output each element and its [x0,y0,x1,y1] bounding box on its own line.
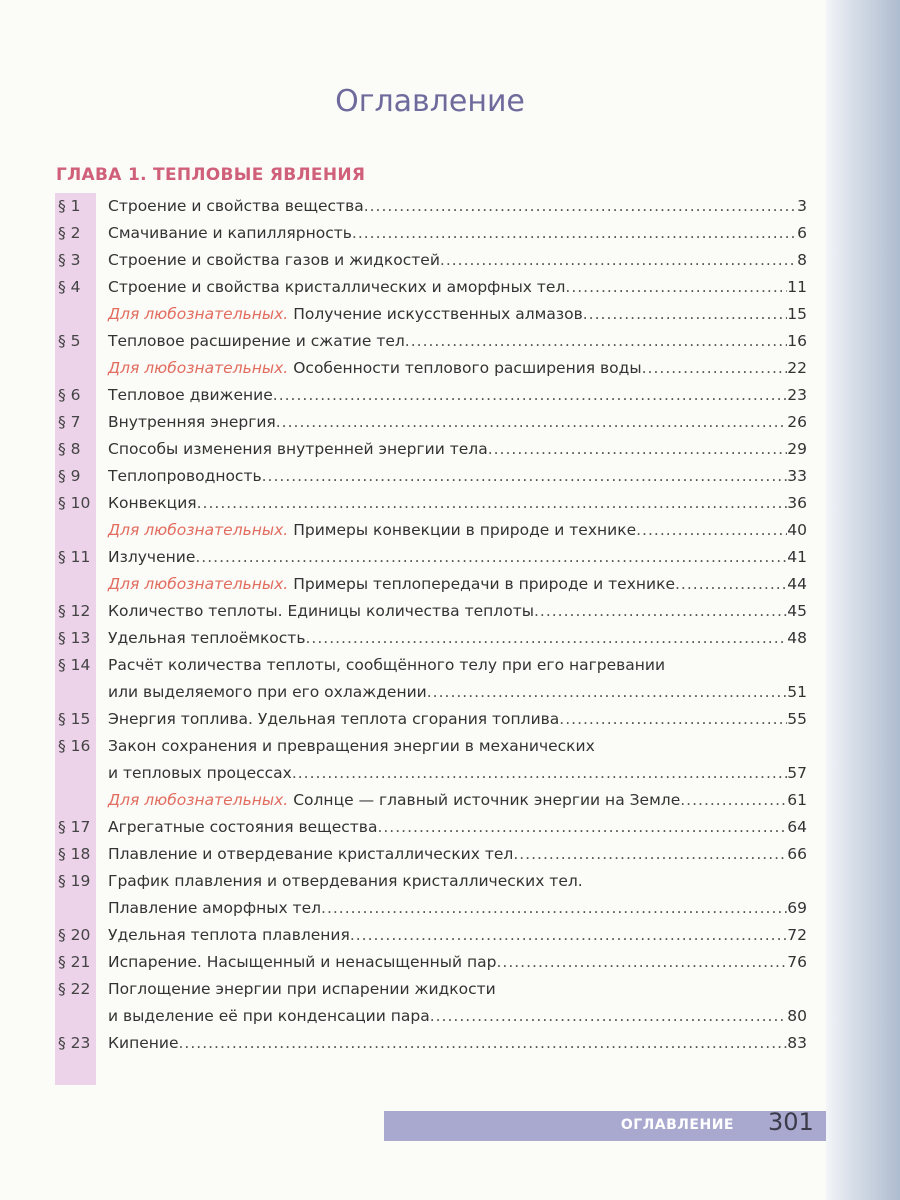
toc-entry-line[interactable] [55,652,807,679]
dot-leader [675,571,787,598]
dot-leader [636,517,787,544]
entry-page: 48 [787,629,807,647]
section-number [55,1003,108,1030]
section-number [55,301,108,328]
toc-entry-line[interactable] [55,1030,807,1057]
toc-entry-line[interactable] [55,436,807,463]
section-number [55,355,108,382]
section-number: § 11 [58,548,91,566]
curious-prefix: Для любознательных. [108,305,289,323]
entry-page: 44 [787,575,807,593]
entry-title [108,301,583,328]
entry-page: 15 [787,305,807,323]
section-number [55,517,108,544]
page-number: 301 [768,1108,814,1136]
toc-entry-line[interactable] [55,733,807,760]
page-edge-shadow [826,0,900,1200]
entry-title [108,679,427,706]
entry-text: Внутренняя энергия [108,413,276,431]
toc-entry-line [55,760,807,787]
section-number: § 5 [58,332,81,350]
toc-entry-line[interactable] [55,922,807,949]
entry-page: 36 [787,494,807,512]
dot-leader [179,1030,788,1057]
entry-title [108,517,636,544]
entry-text: и тепловых процессах [108,764,292,782]
dot-leader [427,679,788,706]
section-number [55,760,108,787]
dot-leader [565,274,787,301]
entry-title [108,463,262,490]
entry-page: 57 [787,764,807,782]
entry-title [108,544,195,571]
entry-text: Закон сохранения и превращения энергии в механических [108,737,595,755]
entry-text: Расчёт количества теплоты, сообщённого телу при его нагревании [108,656,666,674]
entry-title [108,895,321,922]
entry-text: Испарение. Насыщенный и ненасыщенный пар [108,953,497,971]
entry-title [108,787,680,814]
toc-entry-line[interactable] [55,841,807,868]
section-number [55,571,108,598]
entry-page: 69 [787,899,807,917]
entry-text: Тепловое расширение и сжатие тел [108,332,405,350]
entry-title [108,1003,430,1030]
section-number [55,895,108,922]
entry-text: Строение и свойства кристаллических и аморфных тел [108,278,566,296]
entry-text: Количество теплоты. Единицы количества теплоты [108,602,534,620]
toc-entry-line[interactable] [55,463,807,490]
entry-text: Примеры теплопередачи в природе и технике [293,575,675,593]
entry-title [108,841,513,868]
dot-leader [583,301,788,328]
toc-entry-line[interactable] [55,787,807,814]
entry-page: 76 [787,953,807,971]
entry-title [108,922,350,949]
dot-leader [680,787,787,814]
curious-prefix: Для любознательных. [108,575,289,593]
curious-prefix: Для любознательных. [108,791,289,809]
section-number: § 10 [58,494,91,512]
entry-title [108,625,305,652]
entry-text: или выделяемого при его охлаждении [108,683,427,701]
entry-title [108,220,352,247]
toc-entry-line [55,679,807,706]
section-number: § 18 [58,845,91,863]
entry-page: 26 [787,413,807,431]
toc-entry-line[interactable] [55,598,807,625]
section-number: § 14 [58,656,91,674]
entry-page: 83 [787,1034,807,1052]
entry-title [108,382,273,409]
entry-text: и выделение её при конденсации пара [108,1007,430,1025]
toc-entry-line [55,1003,807,1030]
entry-page: 11 [787,278,807,296]
entry-title [108,571,675,598]
curious-prefix: Для любознательных. [108,521,289,539]
entry-text: Плавление аморфных тел [108,899,322,917]
entry-title [108,409,276,436]
entry-text: Энергия топлива. Удельная теплота сгорания топлива [108,710,560,728]
toc-entry-line[interactable] [55,301,807,328]
entry-title [108,598,534,625]
toc-entry-line [55,895,807,922]
entry-text: Теплопроводность [108,467,262,485]
toc-entry-line[interactable] [55,625,807,652]
entry-page: 66 [787,845,807,863]
dot-leader [292,760,787,787]
entry-title [108,1030,179,1057]
section-number: § 8 [58,440,81,458]
section-number: § 22 [58,980,91,998]
entry-title [108,652,665,679]
entry-text: Удельная теплоёмкость [108,629,306,647]
entry-title [108,706,559,733]
entry-text: Конвекция [108,494,197,512]
chapter-heading: ГЛАВА 1. ТЕПЛОВЫЕ ЯВЛЕНИЯ [56,165,366,185]
toc-entry-line[interactable] [55,409,807,436]
toc-entry-line[interactable] [55,868,807,895]
entry-title [108,193,364,220]
page-title: Оглавление [335,84,525,119]
entry-text: Излучение [108,548,196,566]
entry-page: 33 [787,467,807,485]
toc-entry-line[interactable] [55,976,807,1003]
section-number: § 1 [58,197,81,215]
footer-bar [384,1111,826,1141]
entry-text: Строение и свойства вещества [108,197,364,215]
toc-entry-line[interactable] [55,220,807,247]
section-number [55,787,108,814]
entry-text: Поглощение энергии при испарении жидкости [108,980,496,998]
entry-page: 16 [787,332,807,350]
entry-page: 45 [787,602,807,620]
footer-label: ОГЛАВЛЕНИЕ [620,1117,734,1133]
entry-page: 80 [787,1007,807,1025]
section-number: § 4 [58,278,81,296]
toc-entry-line[interactable] [55,706,807,733]
dot-leader [350,922,787,949]
entry-title [108,247,440,274]
dot-leader [440,247,797,274]
entry-page: 8 [797,251,807,269]
entry-text: Агрегатные состояния вещества [108,818,378,836]
entry-title [108,328,405,355]
section-number: § 6 [58,386,81,404]
toc-entry-line[interactable] [55,517,807,544]
dot-leader [305,625,787,652]
section-number: § 17 [58,818,91,836]
entry-page: 22 [787,359,807,377]
toc-entry-line[interactable] [55,571,807,598]
entry-title [108,814,377,841]
entry-page: 41 [787,548,807,566]
section-number: § 21 [58,953,91,971]
entry-page: 23 [787,386,807,404]
entry-page: 29 [787,440,807,458]
dot-leader [642,355,788,382]
dot-leader [276,409,788,436]
entry-text: Способы изменения внутренней энергии тела [108,440,488,458]
entry-title [108,949,496,976]
toc-entry-line[interactable] [55,949,807,976]
curious-prefix: Для любознательных. [108,359,289,377]
entry-page: 6 [797,224,807,242]
entry-text: Строение и свойства газов и жидкостей [108,251,440,269]
section-number: § 9 [58,467,81,485]
entry-title [108,733,595,760]
section-number: § 2 [58,224,81,242]
dot-leader [513,841,787,868]
section-number: § 12 [58,602,91,620]
entry-text: Плавление и отвердевание кристаллических тел [108,845,514,863]
dot-leader [352,220,797,247]
entry-text: Кипение [108,1034,179,1052]
entry-text: Смачивание и капиллярность [108,224,352,242]
entry-title [108,274,565,301]
dot-leader [273,382,787,409]
toc-entry-line[interactable] [55,274,807,301]
entry-page: 40 [787,521,807,539]
section-number: § 15 [58,710,91,728]
entry-text: Тепловое движение [108,386,273,404]
toc-entry-line[interactable] [55,328,807,355]
entry-page: 51 [787,683,807,701]
entry-title [108,760,292,787]
toc-entry-line[interactable] [55,355,807,382]
dot-leader [488,436,788,463]
section-number: § 20 [58,926,91,944]
toc-entry-line[interactable] [55,193,807,220]
section-number: § 16 [58,737,91,755]
dot-leader [405,328,787,355]
entry-text: Удельная теплота плавления [108,926,350,944]
section-number: § 13 [58,629,91,647]
entry-title [108,436,488,463]
entry-text: Особенности теплового расширения воды [293,359,642,377]
entry-page: 55 [787,710,807,728]
entry-text: График плавления и отвердевания кристаллических тел. [108,872,583,890]
dot-leader [496,949,787,976]
entry-title [108,868,583,895]
toc-entry-line[interactable] [55,490,807,517]
dot-leader [430,1003,788,1030]
entry-page: 61 [787,791,807,809]
entry-page: 64 [787,818,807,836]
section-number: § 3 [58,251,81,269]
dot-leader [377,814,787,841]
section-number [55,679,108,706]
toc-entry-line[interactable] [55,544,807,571]
section-number: § 23 [58,1034,91,1052]
section-number: § 19 [58,872,91,890]
entry-title [108,490,197,517]
entry-text: Солнце — главный источник энергии на Земле [293,791,681,809]
entry-title [108,976,496,1003]
dot-leader [534,598,787,625]
toc-entry-line[interactable] [55,247,807,274]
entry-text: Примеры конвекции в природе и технике [293,521,637,539]
dot-leader [364,193,797,220]
entry-page: 3 [797,197,807,215]
dot-leader [321,895,787,922]
entry-text: Получение искусственных алмазов [293,305,583,323]
dot-leader [195,544,787,571]
toc-entry-line[interactable] [55,382,807,409]
dot-leader [262,463,788,490]
dot-leader [197,490,788,517]
entry-page: 72 [787,926,807,944]
dot-leader [559,706,787,733]
toc-entry-line[interactable] [55,814,807,841]
entry-title [108,355,642,382]
table-of-contents [55,193,807,1057]
section-number: § 7 [58,413,81,431]
